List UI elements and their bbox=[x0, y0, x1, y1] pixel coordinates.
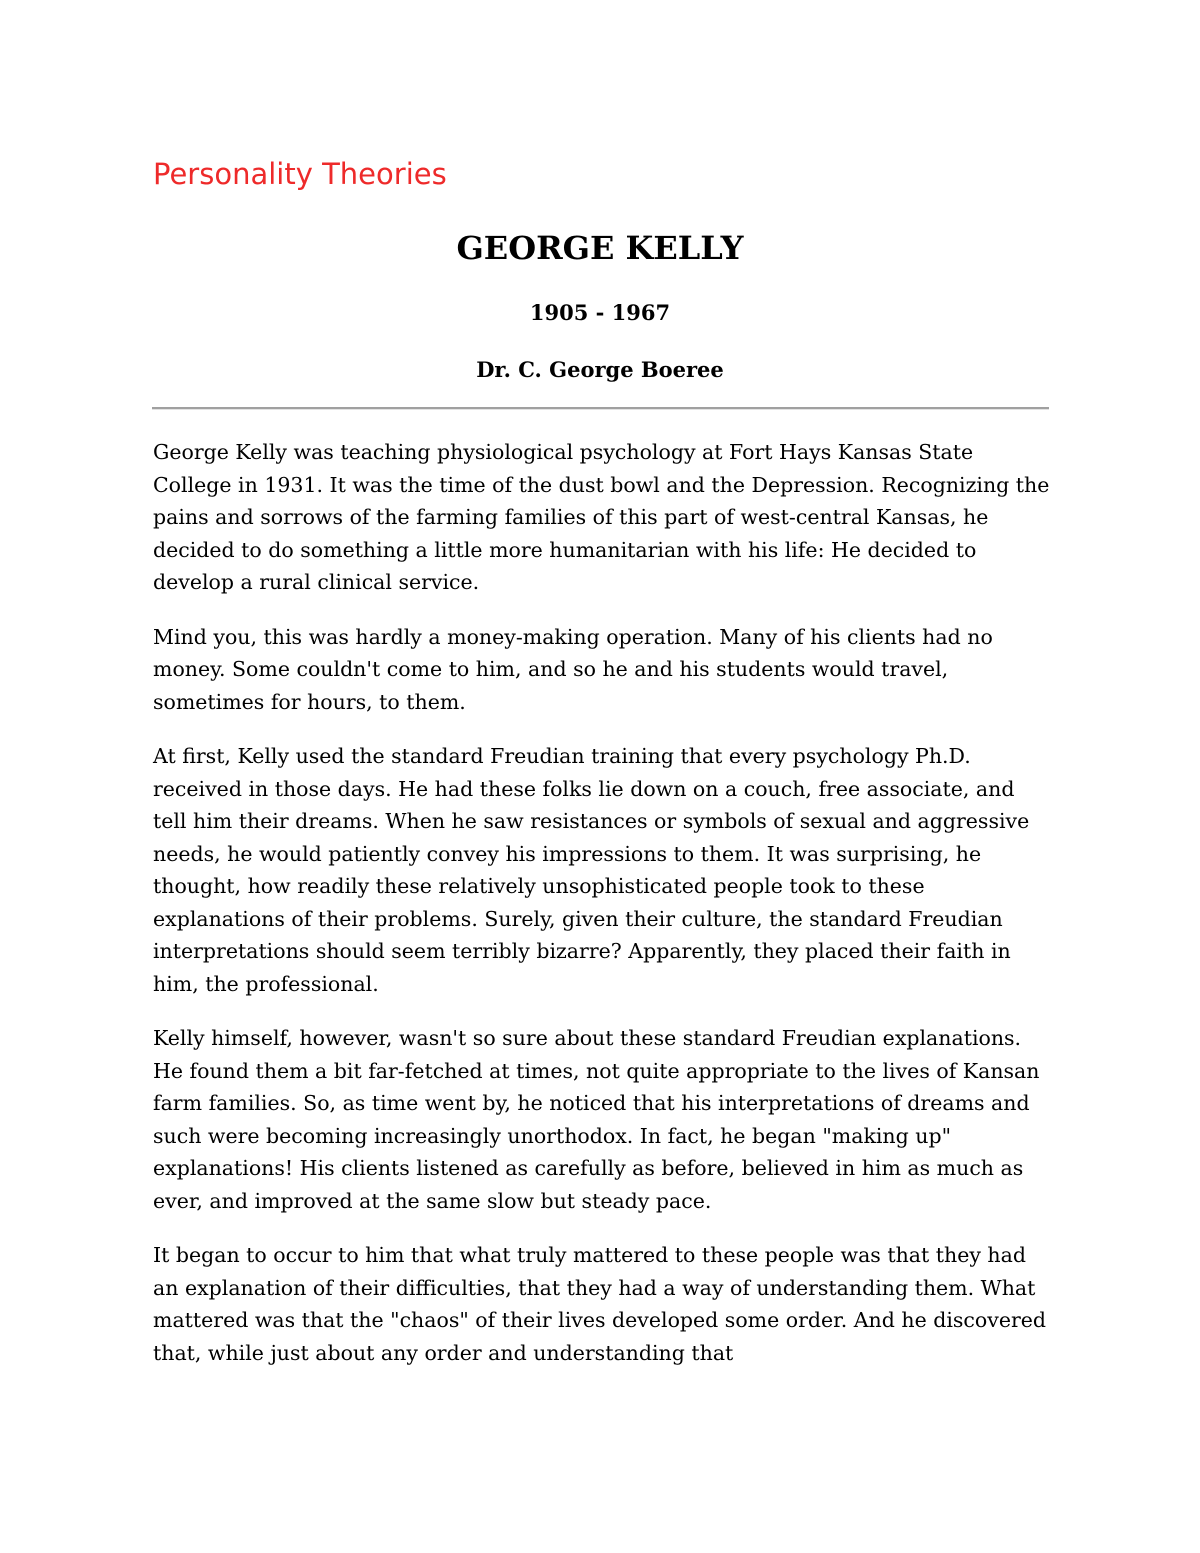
author-name: Dr. C. George Boeree bbox=[476, 357, 724, 382]
paragraph: It began to occur to him that what truly mattered to these people was that they had an explanation of their difficulties, that they had a way of understanding them. What mattered was that the "chaos" of their lives developed some order. And he discovered that, while just about any order and understanding that bbox=[153, 1243, 1047, 1365]
paragraph: Kelly himself, however, wasn't so sure about these standard Freudian explanations. He found them a bit far-fetched at times, not quite appropriate to the lives of Kansan farm families. So, as time went by, he noticed that his interpretations of dreams and such were becoming increasingly unorthodox. In fact, he began "making up" explanations! His clients listened as carefully as before, believed in him as much as ever, and improved at the same slow but steady pace. bbox=[153, 1026, 1040, 1213]
horizontal-divider bbox=[152, 407, 1049, 410]
body-text bbox=[153, 436, 1053, 1391]
life-years: 1905 - 1967 bbox=[529, 300, 671, 325]
paragraph: George Kelly was teaching physiological psychology at Fort Hays Kansas State College in 1931. It was the time of the dust bowl and the Depression. Recognizing the pains and sorrows of the farming families of this part of west-central Kansas, he decided to do something a little more humanitarian with his life: He decided to develop a rural clinical service. bbox=[153, 440, 1050, 594]
paragraph: Mind you, this was hardly a money-making operation. Many of his clients had no money. Some couldn't come to him, and so he and his students would travel, sometimes for hours, to them. bbox=[153, 624, 993, 714]
page-title: GEORGE KELLY bbox=[456, 229, 744, 267]
series-title: Personality Theories bbox=[153, 157, 447, 191]
paragraph: At first, Kelly used the standard Freudian training that every psychology Ph.D. received in those days. He had these folks lie down on a couch, free associate, and tell him their dreams. When he saw resistances or symbols of sexual and aggressive needs, he would patiently convey his impressions to them. It was surprising, he thought, how readily these relatively unsophisticated people took to these explanations of their problems. Surely, given their culture, the standard Freudian interpretations should seem terribly bizarre? Apparently, they placed their faith in him, the professional. bbox=[153, 744, 1030, 996]
